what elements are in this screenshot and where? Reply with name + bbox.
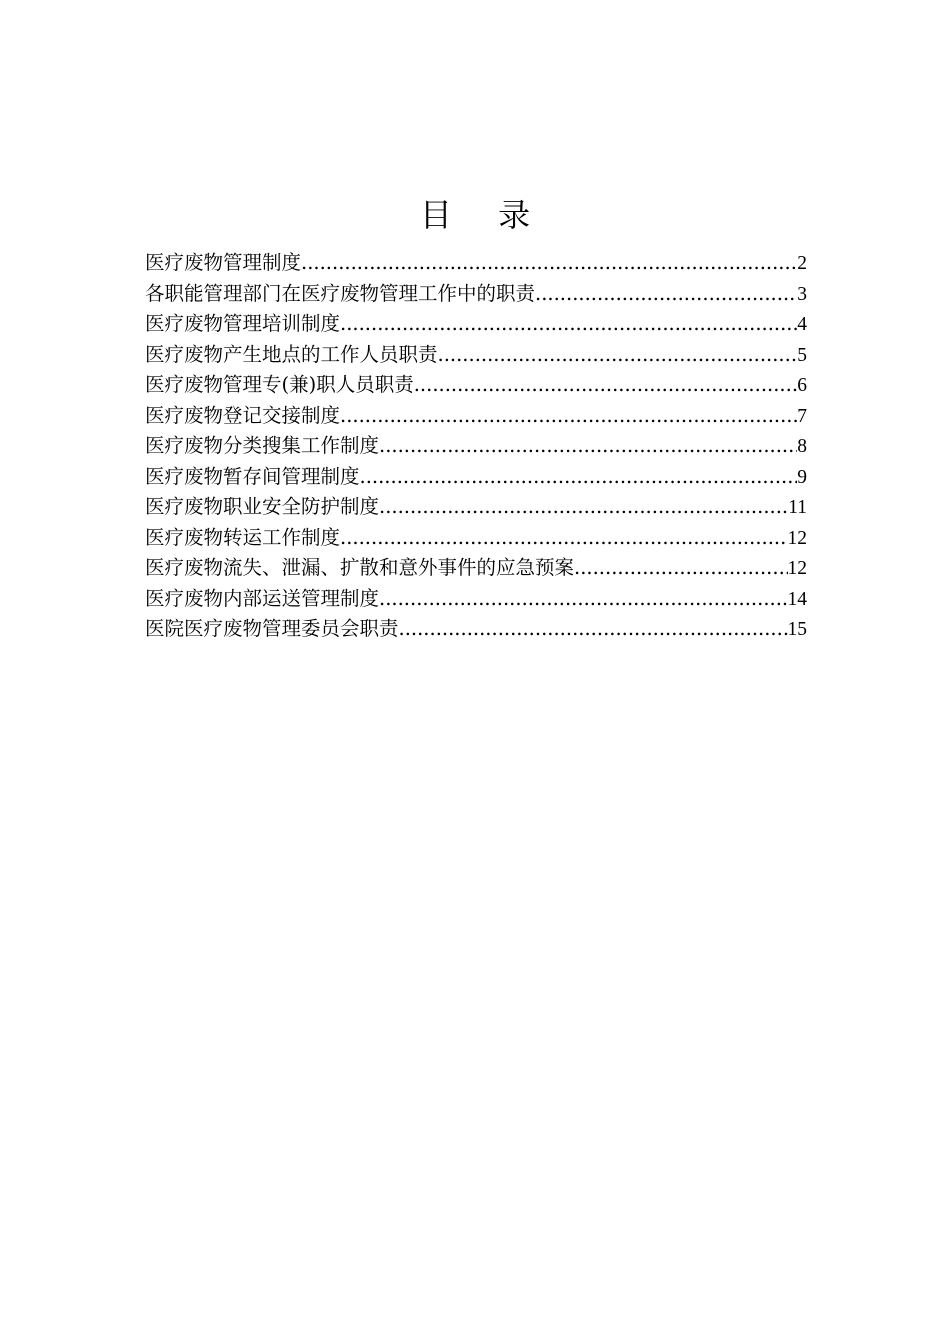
toc-entry[interactable]: [145, 584, 807, 615]
toc-entry-label: 医疗废物内部运送管理制度: [145, 586, 380, 610]
toc-entry[interactable]: [145, 370, 807, 401]
toc-entry[interactable]: [145, 462, 807, 493]
toc-dot-leader: [399, 614, 788, 645]
toc-entry-page: 8: [797, 436, 807, 457]
toc-entry-page: 6: [797, 375, 807, 396]
toc-dot-leader: [379, 492, 788, 523]
toc-entry-page: 12: [787, 558, 807, 579]
toc-dot-leader: [340, 523, 787, 554]
toc-dot-leader: [360, 462, 798, 493]
toc-entry[interactable]: [145, 279, 807, 310]
toc-entry-page: 9: [797, 466, 807, 488]
toc-dot-leader: [535, 279, 797, 310]
toc-entry-page: 12: [787, 527, 807, 549]
toc-entry-label: 医疗废物暂存间管理制度: [145, 464, 360, 488]
toc-entry-page: 5: [797, 344, 807, 366]
toc-dot-leader: [379, 431, 797, 462]
toc-entry-page: 4: [797, 314, 807, 335]
toc-entry[interactable]: [145, 340, 807, 371]
toc-entry-label: 医疗废物转运工作制度: [145, 525, 341, 549]
toc-entry-label: 医疗废物管理制度: [145, 251, 302, 274]
toc-entry-label: 医疗废物管理培训制度: [145, 312, 341, 335]
toc-entry-label: 医疗废物管理专(兼)职人员职责: [145, 373, 414, 396]
toc-entry-label: 医疗废物产生地点的工作人员职责: [145, 342, 438, 366]
toc-entry-page: 2: [797, 253, 807, 274]
toc-entry-label: 医院医疗废物管理委员会职责: [145, 617, 399, 640]
toc-entry-page: 7: [797, 405, 807, 427]
toc-entry-label: 医疗废物职业安全防护制度: [145, 495, 380, 518]
toc-entry[interactable]: [145, 431, 807, 462]
toc-entry[interactable]: [145, 401, 807, 432]
toc-entry[interactable]: [145, 553, 807, 584]
toc-dot-leader: [438, 340, 798, 371]
toc-entry[interactable]: [145, 523, 807, 554]
toc-title: 目 录: [419, 196, 549, 234]
toc-entry-label: 医疗废物登记交接制度: [145, 403, 341, 427]
toc-entry[interactable]: [145, 492, 807, 523]
toc-dot-leader: [340, 401, 797, 432]
toc-dot-leader: [340, 309, 797, 340]
toc-entry[interactable]: [145, 614, 807, 645]
toc-entry-page: 3: [797, 283, 807, 305]
toc-dot-leader: [379, 584, 787, 615]
toc-dot-leader: [574, 553, 787, 584]
toc-entry-label: 医疗废物分类搜集工作制度: [145, 434, 380, 457]
toc-entry[interactable]: [145, 248, 807, 279]
toc-entry-page: 11: [788, 497, 807, 518]
toc-entry-label: 医疗废物流失、泄漏、扩散和意外事件的应急预案: [145, 556, 575, 579]
toc-dot-leader: [301, 248, 797, 279]
table-of-contents: [145, 248, 807, 645]
toc-entry-label: 各职能管理部门在医疗废物管理工作中的职责: [145, 281, 536, 305]
toc-entry[interactable]: [145, 309, 807, 340]
toc-dot-leader: [414, 370, 798, 401]
toc-entry-page: 15: [787, 619, 807, 640]
toc-entry-page: 14: [787, 588, 807, 610]
